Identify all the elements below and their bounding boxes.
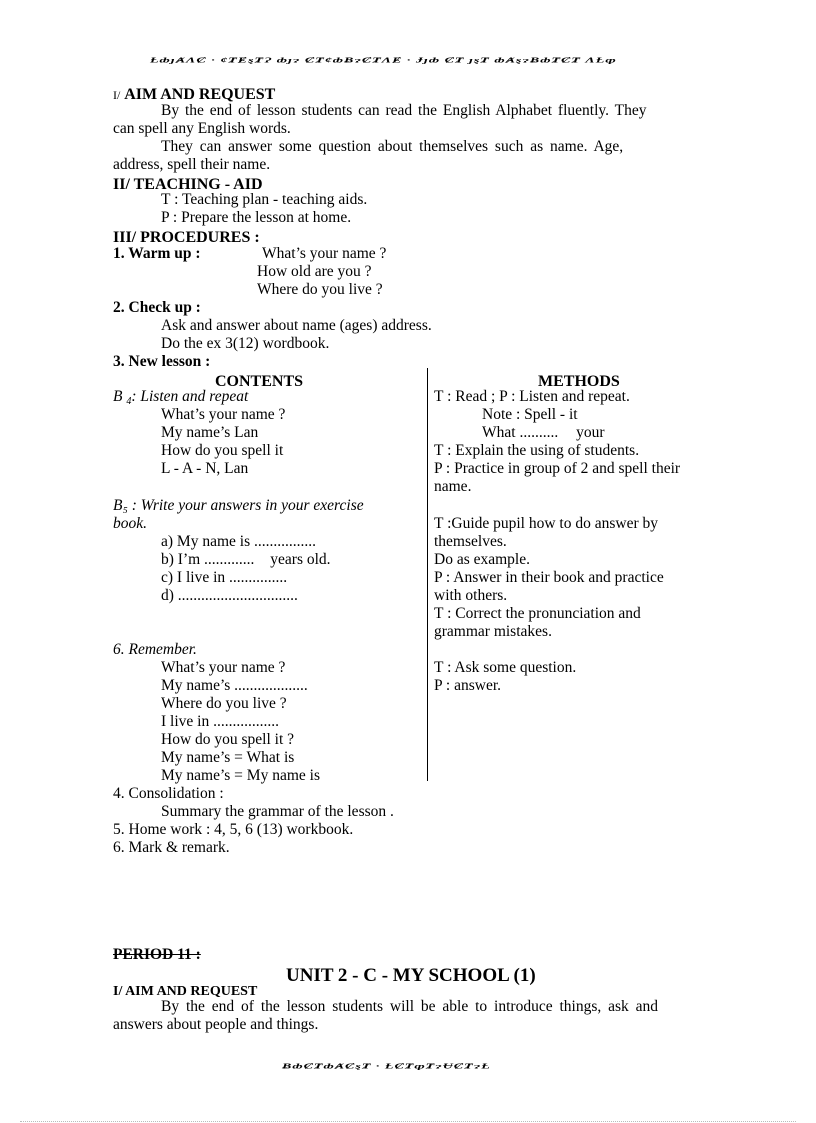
method-what: What .......... bbox=[482, 424, 559, 441]
warm-up-q3: Where do you live ? bbox=[257, 281, 383, 298]
remember-line: I live in ................. bbox=[161, 713, 279, 730]
section-title: AIM AND REQUEST bbox=[124, 86, 276, 103]
method-your: your bbox=[576, 424, 605, 441]
period-aim-1: By the end of the lesson students will be able to introduce things, ask and bbox=[161, 998, 659, 1015]
remember-line: How do you spell it ? bbox=[161, 731, 295, 748]
unit-title: UNIT 2 - C - MY SCHOOL (1) bbox=[286, 965, 536, 986]
method-line: T :Guide pupil how to do answer by bbox=[434, 515, 659, 532]
homework-line: 5. Home work : 4, 5, 6 (13) workbook. bbox=[113, 821, 354, 838]
aim-text-4: address, spell their name. bbox=[113, 156, 271, 173]
page-footer: ɃȸȻȾȸȺȻȿȾ · ȽȻȾȹȾɂɄȻȾɂȽ bbox=[282, 1062, 491, 1071]
remember-line: My name’s = My name is bbox=[161, 767, 320, 784]
aim-text-1: By the end of lesson students can read the English Alphabet fluently. They bbox=[161, 102, 647, 119]
b5-item-b-end: years old. bbox=[270, 551, 331, 568]
teaching-aid-t: T : Teaching plan - teaching aids. bbox=[161, 191, 368, 208]
remember-title: 6. Remember. bbox=[113, 641, 197, 658]
b5-title-cont: book. bbox=[113, 515, 148, 532]
period-aim-heading: I/ AIM AND REQUEST bbox=[113, 984, 258, 999]
method-line: grammar mistakes. bbox=[434, 623, 552, 640]
b4-line: What’s your name ? bbox=[161, 406, 286, 423]
new-lesson-label: 3. New lesson : bbox=[113, 353, 211, 370]
warm-up-label: 1. Warm up : bbox=[113, 245, 201, 262]
aim-text-2: can spell any English words. bbox=[113, 120, 291, 137]
method-line: name. bbox=[434, 478, 472, 495]
consolidation-label: 4. Consolidation : bbox=[113, 785, 224, 802]
warm-up-q1: What’s your name ? bbox=[262, 245, 387, 262]
aim-text-3: They can answer some question about themselves such as name. Age, bbox=[161, 138, 624, 155]
b4-line: How do you spell it bbox=[161, 442, 284, 459]
page-bottom-rule bbox=[20, 1121, 796, 1122]
consolidation-text: Summary the grammar of the lesson . bbox=[161, 803, 394, 820]
method-line: T : Ask some question. bbox=[434, 659, 577, 676]
remember-line: My name’s = What is bbox=[161, 749, 295, 766]
contents-header: CONTENTS bbox=[215, 373, 304, 390]
remember-line: What’s your name ? bbox=[161, 659, 286, 676]
section-teaching-aid-heading: II/ TEACHING - AID bbox=[113, 176, 263, 193]
b4-title bbox=[113, 388, 248, 408]
b4-line: My name’s Lan bbox=[161, 424, 259, 441]
method-line: P : answer. bbox=[434, 677, 502, 694]
warm-up-q2: How old are you ? bbox=[257, 263, 372, 280]
method-line: Note : Spell - it bbox=[482, 406, 578, 423]
method-line: P : Practice in group of 2 and spell their bbox=[434, 460, 681, 477]
b5-item-a: a) My name is ................ bbox=[161, 533, 316, 550]
b4-letter: B bbox=[113, 388, 123, 405]
b5-item-b-start: b) I’m ............. bbox=[161, 551, 255, 568]
b5-item-b bbox=[161, 551, 331, 569]
method-line bbox=[482, 424, 605, 442]
remember-line: My name’s ................... bbox=[161, 677, 308, 694]
section-procedures-heading: III/ PROCEDURES : bbox=[113, 229, 260, 246]
check-up-label: 2. Check up : bbox=[113, 299, 201, 316]
remember-line: Where do you live ? bbox=[161, 695, 287, 712]
page-header: ȽȸȷȺɅȻ · ȼȾɆȿȾɁ ȸȷɂ ȻȾȼȸɃɂȻȾɅɆ · Ɉȷȸ ȻȾ ȷȿȾ ȸȺȿɂɃȸȾȻȾ ɅȽȹ bbox=[150, 56, 617, 65]
method-line: P : Answer in their book and practice bbox=[434, 569, 664, 586]
section-number: I/ bbox=[113, 88, 121, 102]
method-line: with others. bbox=[434, 587, 508, 604]
method-line: T : Correct the pronunciation and bbox=[434, 605, 641, 622]
method-line: T : Explain the using of students. bbox=[434, 442, 640, 459]
check-up-1: Ask and answer about name (ages) address. bbox=[161, 317, 432, 334]
b5-item-c: c) I live in ............... bbox=[161, 569, 288, 586]
method-line: T : Read ; P : Listen and repeat. bbox=[434, 388, 630, 405]
mark-remark-line: 6. Mark & remark. bbox=[113, 839, 230, 856]
teaching-aid-p: P : Prepare the lesson at home. bbox=[161, 209, 352, 226]
b4-title-text: : Listen and repeat bbox=[131, 388, 249, 405]
period-aim-2: answers about people and things. bbox=[113, 1016, 319, 1033]
b4-number: 4 bbox=[126, 396, 132, 407]
period-label: PERIOD 11 : bbox=[113, 946, 201, 963]
column-divider bbox=[427, 368, 428, 781]
b5-item-d: d) ............................... bbox=[161, 587, 298, 604]
check-up-2: Do the ex 3(12) wordbook. bbox=[161, 335, 330, 352]
b5-title: B₅ : Write your answers in your exercise bbox=[113, 497, 364, 514]
methods-header: METHODS bbox=[538, 373, 620, 390]
method-line: Do as example. bbox=[434, 551, 530, 568]
method-line: themselves. bbox=[434, 533, 507, 550]
b4-line: L - A - N, Lan bbox=[161, 460, 249, 477]
